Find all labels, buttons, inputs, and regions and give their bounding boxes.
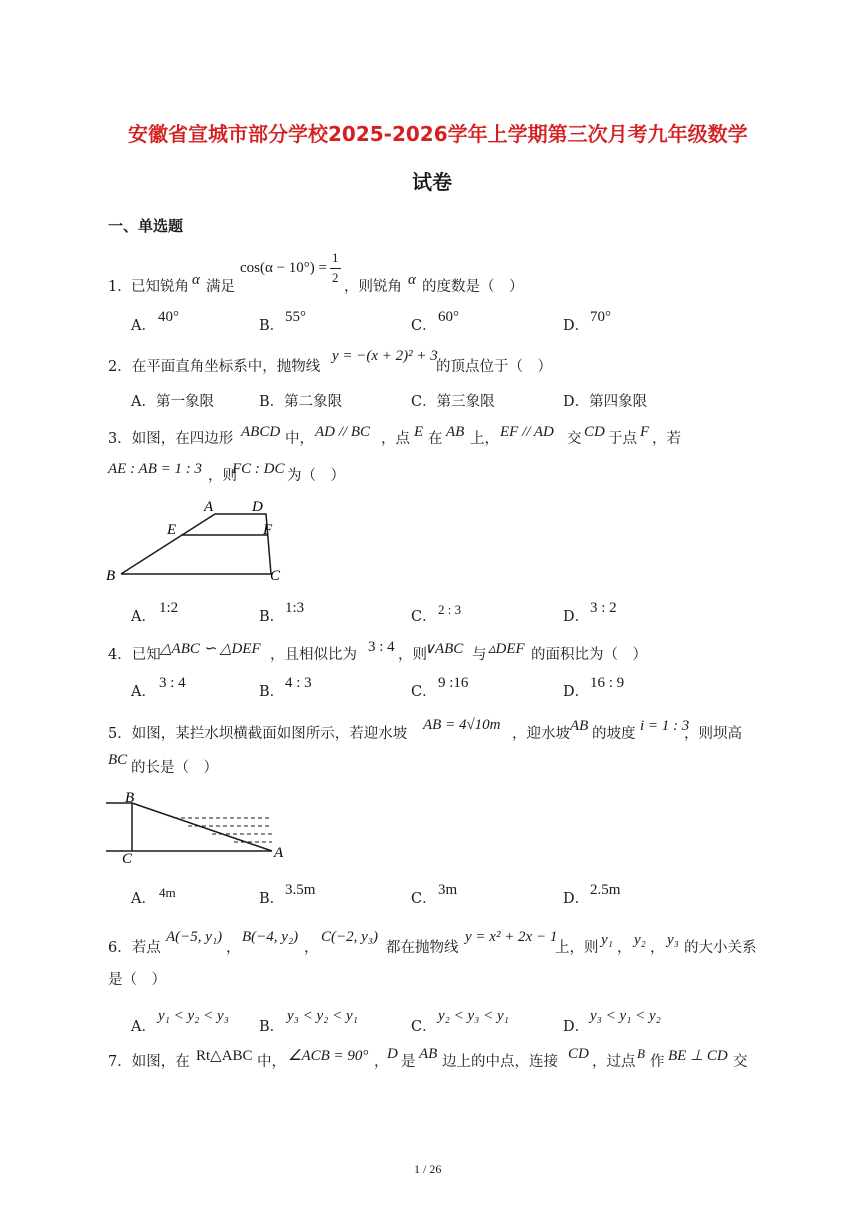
q1-text-pre: 已知锐角 (131, 279, 189, 295)
q2-option-d: D．第四象限 (563, 394, 648, 410)
q7-cd: CD (568, 1046, 589, 1062)
q4-text-b: ，且相似比为 (270, 647, 357, 663)
q6-y1: y₁ (601, 932, 613, 948)
q7-text-b: 中， (257, 1054, 286, 1070)
q4-option-a: 3 : 4 (159, 675, 186, 691)
q5-text-d: ，则坝高 (684, 726, 742, 742)
q1-alpha: α (192, 272, 200, 288)
q2-option-a: A．第一象限 (131, 394, 214, 410)
q5-text-a: 5．如图，某拦水坝横截面如图所示，若迎水坡 (108, 726, 408, 742)
q7-point-d: D (387, 1046, 398, 1062)
q3-option-b: 1:3 (285, 600, 305, 616)
q3-trapezoid-figure (104, 496, 294, 586)
q6-y2: y₂ (634, 932, 646, 948)
q3-abcd: ABCD (241, 424, 281, 440)
q7-rt-triangle: Rt△ABC (196, 1048, 253, 1064)
q3-fig-label-f: F (263, 522, 273, 538)
q5-fig-label-b: B (125, 790, 135, 806)
q1-text-mid: 满足 (206, 279, 235, 295)
q5-option-a: 4m (159, 885, 176, 900)
q5-option-b: 3.5m (285, 882, 316, 898)
q6-text-c: 上，则 (555, 940, 599, 956)
q3-option-d-label: D． (563, 609, 590, 625)
q3-fc-dc: FC : DC (232, 461, 285, 477)
q5-dam-figure (104, 790, 294, 864)
q6-y3: y₃ (667, 932, 679, 948)
q3-f: F (640, 424, 650, 440)
q4-text-d: 与 (472, 647, 487, 663)
q3-text-3: ，点 (381, 431, 410, 447)
q6-point-a: A(−5, y₁) (166, 929, 223, 945)
q7-text-e: 边上的中点，连接 (442, 1054, 558, 1070)
q7-text-h: 交 (733, 1054, 748, 1070)
q3-option-d: 3 : 2 (590, 600, 617, 616)
q7-text-c: ， (374, 1054, 389, 1070)
q3-text-2: 中， (285, 431, 314, 447)
q1-option-d: 70° (590, 309, 611, 325)
page-number: 1 / 26 (414, 1162, 442, 1176)
q1-formula: cos(α − 10°) = (240, 260, 328, 276)
q1-frac-num: 1 (332, 250, 339, 265)
q6-comma-3: ， (617, 940, 632, 956)
q2-formula: y = −(x + 2)² + 3 (332, 348, 438, 364)
document-title-line1: 安徽省宣城市部分学校2025-2026学年上学期第三次月考九年级数学 (128, 122, 748, 146)
q3-text-9: ，则 (208, 468, 237, 484)
q3-option-c: 2 : 3 (438, 602, 462, 617)
q6-parabola: y = x² + 2x − 1 (465, 929, 558, 945)
q3-fig-label-a: A (204, 499, 214, 515)
q5-option-a-label: A． (131, 891, 156, 907)
q2-option-c: C．第三象限 (411, 394, 495, 410)
section-heading: 一、单选题 (108, 217, 184, 235)
q5-ab: AB (570, 718, 589, 734)
q3-option-c-label: C． (411, 609, 437, 625)
q3-ab: AB (446, 424, 465, 440)
q6-text-line2: 是（ ） (108, 972, 166, 988)
q1-option-a-label: A． (131, 318, 156, 334)
q5-option-d: 2.5m (590, 882, 621, 898)
q6-point-c: C(−2, y₃) (321, 929, 378, 945)
q4-similarity: △ABC ∽ △DEF (160, 641, 261, 657)
q1-option-b-label: B． (259, 318, 285, 334)
q7-point-b: B (637, 1046, 645, 1061)
q1-alpha-2: α (408, 272, 416, 288)
q6-text-d: 的大小关系 (684, 940, 757, 956)
q3-option-a: 1:2 (159, 600, 179, 616)
q6-comma-4: ， (650, 940, 665, 956)
q4-option-b-label: B． (259, 684, 285, 700)
q4-text-e: 的面积比为（ ） (531, 647, 647, 663)
q7-angle: ∠ACB = 90° (288, 1048, 369, 1064)
q3-text-6: 交 (567, 431, 582, 447)
q3-fig-label-d: D (252, 499, 263, 515)
q3-ef-ad: EF // AD (500, 424, 554, 440)
q1-option-b: 55° (285, 309, 306, 325)
q3-fig-label-e: E (167, 522, 177, 538)
q4-option-c-label: C． (411, 684, 437, 700)
q5-option-c-label: C． (411, 891, 437, 907)
q5-fig-label-a: A (274, 845, 284, 861)
q5-text-c: 的坡度 (592, 726, 636, 742)
q3-ratio: AE : AB = 1 : 3 (108, 461, 202, 477)
q6-text-b: 都在抛物线 (386, 940, 459, 956)
q6-option-d: y₃ < y₁ < y₂ (590, 1008, 661, 1024)
q3-cd: CD (584, 424, 605, 440)
q3-text-1: 3．如图，在四边形 (108, 431, 234, 447)
q4-def: ▵DEF (488, 641, 525, 657)
q3-ad-bc: AD // BC (315, 424, 370, 440)
q6-point-b: B(−4, y₂) (242, 929, 299, 945)
q1-option-a: 40° (158, 309, 179, 325)
q3-option-a-label: A． (131, 609, 156, 625)
q2-text-b: 的顶点位于（ ） (436, 359, 552, 375)
q3-e: E (414, 424, 424, 440)
q5-fig-label-c: C (122, 851, 133, 864)
q4-ratio: 3 : 4 (368, 639, 395, 655)
q6-comma-1: ， (226, 940, 241, 956)
q2-option-b: B．第二象限 (259, 394, 343, 410)
q1-fraction-bar (330, 268, 341, 269)
q5-slope: i = 1 : 3 (640, 718, 690, 734)
q3-text-7: 于点 (608, 431, 637, 447)
q5-option-d-label: D． (563, 891, 590, 907)
q6-text-a: 6．若点 (108, 940, 161, 956)
q5-option-c: 3m (438, 882, 458, 898)
q3-text-5: 上， (470, 431, 499, 447)
q1-frac-den: 2 (332, 270, 339, 285)
q1-option-d-label: D． (563, 318, 590, 334)
q3-fig-label-b: B (106, 568, 116, 584)
q3-text-10: 为（ ） (287, 468, 345, 484)
q4-option-d: 16 : 9 (590, 675, 625, 691)
q5-text-b: ，迎水坡 (512, 726, 570, 742)
q5-bc: BC (108, 752, 128, 768)
q5-ab-length: AB = 4√10m (423, 717, 501, 733)
q1-text-post2: 的度数是（ ） (422, 279, 524, 295)
q4-abc: ∨ABC (424, 641, 464, 657)
q2-text-a: 2．在平面直角坐标系中，抛物线 (108, 359, 321, 375)
q4-option-d-label: D． (563, 684, 590, 700)
q1-text-post1: ，则锐角 (344, 279, 402, 295)
document-title-line2: 试卷 (412, 170, 452, 194)
q4-option-a-label: A． (131, 684, 156, 700)
q1-option-c-label: C． (411, 318, 437, 334)
q6-option-a-label: A． (131, 1019, 156, 1035)
q3-option-b-label: B． (259, 609, 285, 625)
q6-option-c-label: C． (411, 1019, 437, 1035)
q6-option-c: y₂ < y₃ < y₁ (438, 1008, 509, 1024)
q5-text-e: 的长是（ ） (131, 760, 218, 776)
q4-option-b: 4 : 3 (285, 675, 312, 691)
q6-comma-2: ， (304, 940, 319, 956)
q7-text-g: 作 (650, 1054, 665, 1070)
q4-text-a: 4．已知 (108, 647, 161, 663)
q7-text-f: ，过点 (592, 1054, 636, 1070)
q7-perpendicular: BE ⊥ CD (668, 1048, 728, 1064)
q4-text-c: ，则 (398, 647, 427, 663)
q6-option-b: y₃ < y₂ < y₁ (287, 1008, 358, 1024)
q6-option-d-label: D． (563, 1019, 590, 1035)
q3-text-4: 在 (428, 431, 443, 447)
q5-option-b-label: B． (259, 891, 285, 907)
q7-text-d: 是 (401, 1054, 416, 1070)
q1-number: 1． (108, 279, 132, 295)
q3-text-8: ，若 (652, 431, 681, 447)
q7-text-a: 7．如图，在 (108, 1054, 190, 1070)
q3-fig-label-c: C (270, 568, 281, 584)
q4-option-c: 9 :16 (438, 675, 469, 691)
q6-option-a: y₁ < y₂ < y₃ (158, 1008, 229, 1024)
q6-option-b-label: B． (259, 1019, 285, 1035)
q7-ab: AB (419, 1046, 438, 1062)
q1-option-c: 60° (438, 309, 459, 325)
